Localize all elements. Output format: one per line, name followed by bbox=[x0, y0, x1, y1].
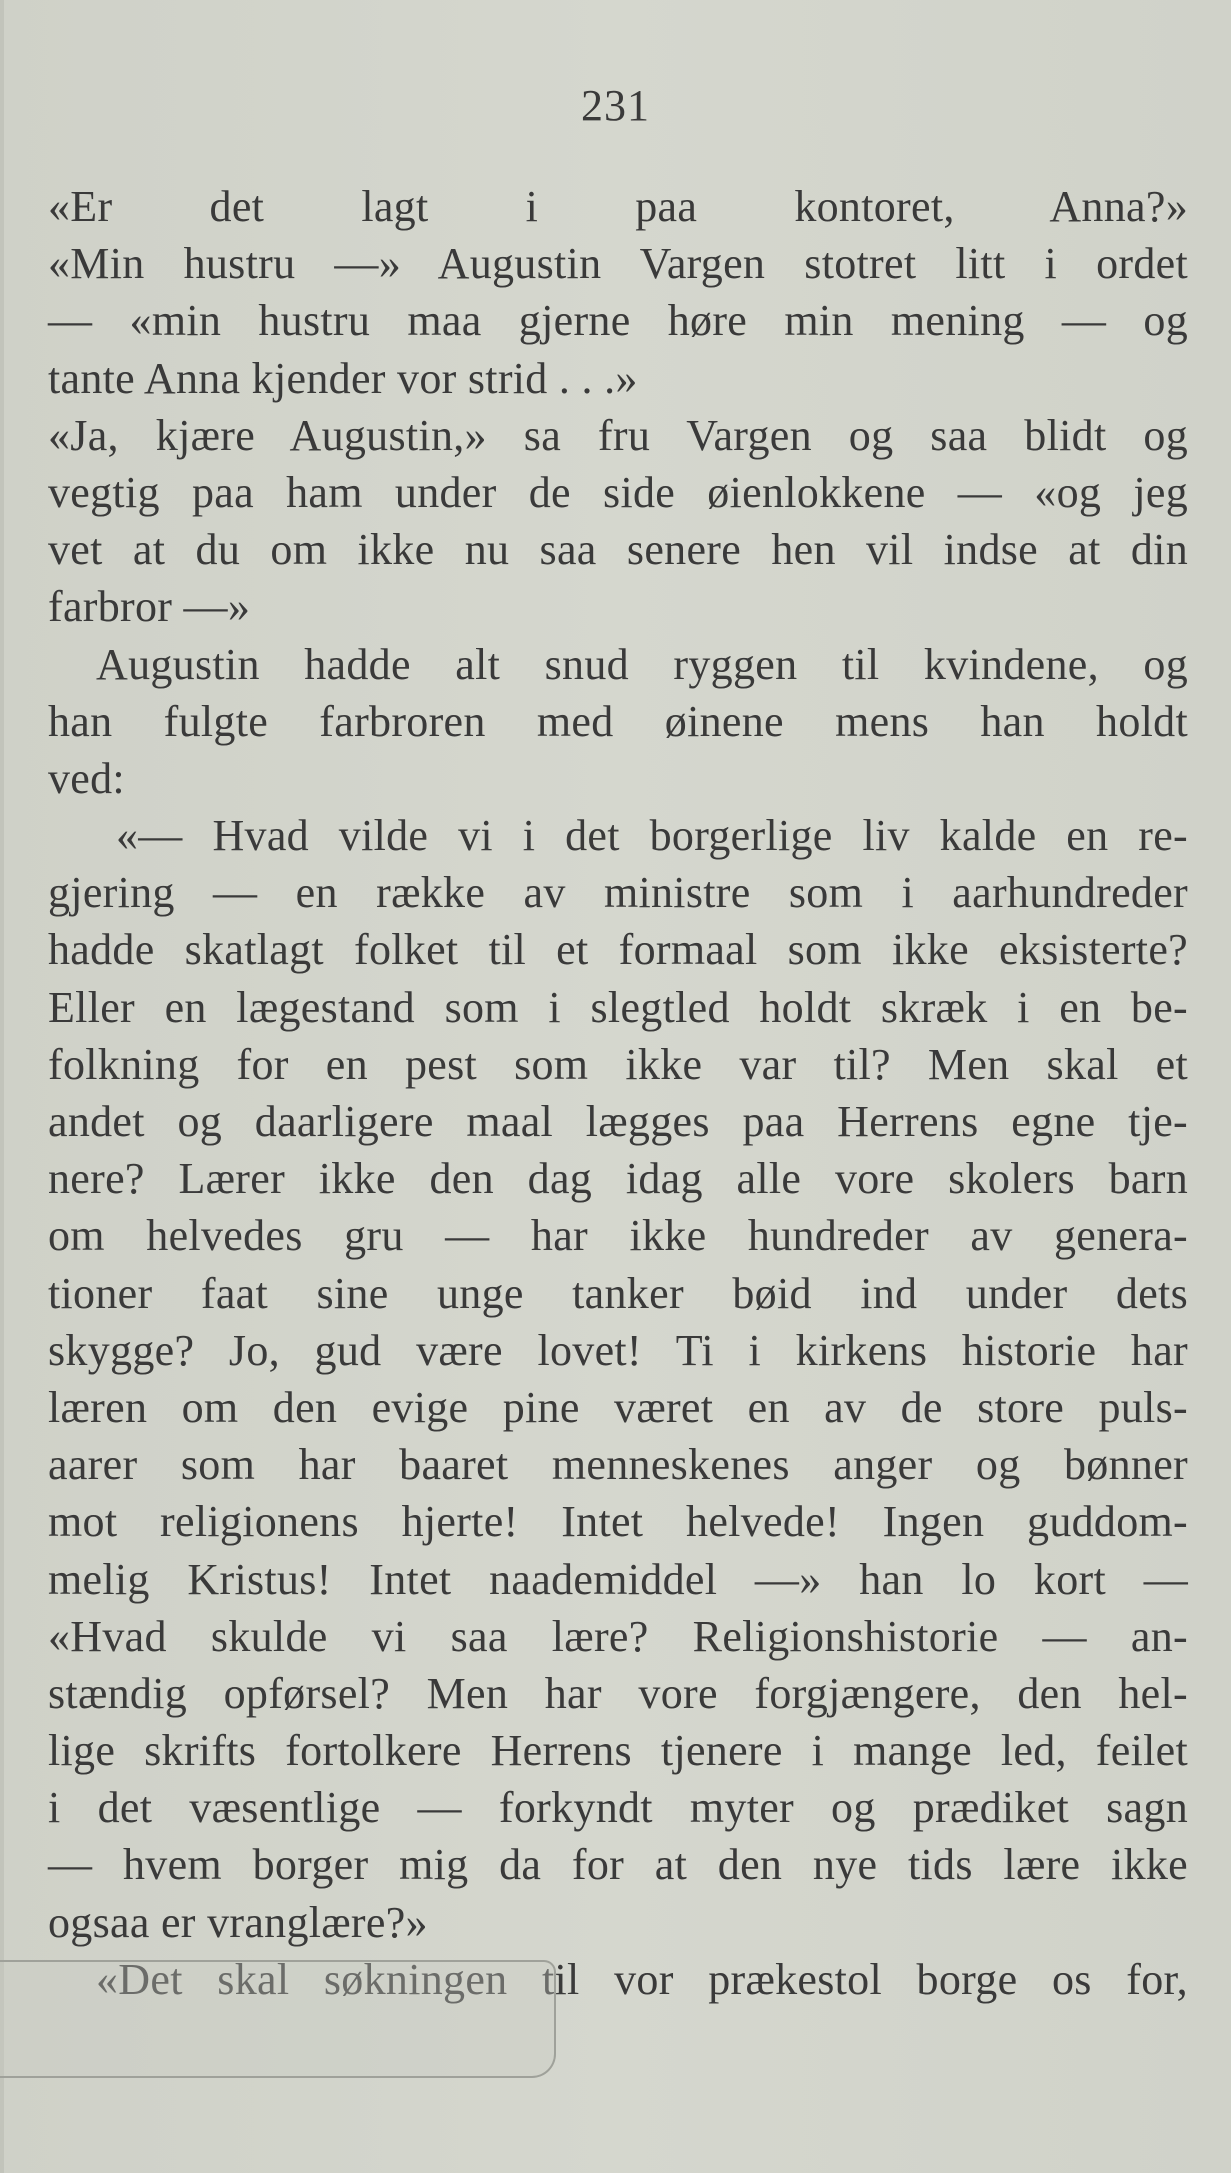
text-line: farbror —» bbox=[48, 582, 251, 632]
text-line: — «min hustru maa gjerne høre min mening — og bbox=[48, 296, 1188, 346]
text-line: aarer som har baaret menneskenes anger og bønner bbox=[48, 1440, 1188, 1490]
text-line: Eller en lægestand som i slegtled holdt skræk i en be- bbox=[48, 982, 1188, 1032]
text-line: vet at du om ikke nu saa senere hen vil indse at din bbox=[48, 525, 1188, 575]
page-number: 231 bbox=[581, 81, 650, 130]
text-line: — hvem borger mig da for at den nye tids lære ikke bbox=[48, 1840, 1188, 1890]
text-line: «Min hustru —» Augustin Vargen stotret litt i ordet bbox=[48, 239, 1188, 289]
text-line: nere? Lærer ikke den dag idag alle vore skolers barn bbox=[48, 1154, 1188, 1204]
text-line: tioner faat sine unge tanker bøid ind under dets bbox=[48, 1268, 1188, 1318]
text-line: lige skrifts fortolkere Herrens tjenere i mange led, feilet bbox=[48, 1726, 1188, 1776]
text-line: vegtig paa ham under de side øienlokkene — «og jeg bbox=[48, 467, 1188, 517]
text-line: ogsaa er vranglære?» bbox=[48, 1897, 428, 1947]
text-line: om helvedes gru — har ikke hundreder av genera- bbox=[48, 1211, 1188, 1261]
text-line: «Hvad skulde vi saa lære? Religionshistorie — an- bbox=[48, 1611, 1188, 1661]
text-line: han fulgte farbroren med øinene mens han holdt bbox=[48, 696, 1188, 746]
page-edge bbox=[0, 0, 4, 2173]
text-line: gjering — en række av ministre som i aarhundreder bbox=[48, 868, 1188, 918]
text-line: «Er det lagt i paa kontoret, Anna?» bbox=[48, 182, 1188, 231]
library-stamp-outline bbox=[0, 1960, 556, 2078]
text-line: i det væsentlige — forkyndt myter og prædiket sagn bbox=[48, 1783, 1188, 1833]
text-line: «— Hvad vilde vi i det borgerlige liv kalde en re- bbox=[116, 811, 1188, 861]
text-line: læren om den evige pine været en av de store puls- bbox=[48, 1382, 1188, 1432]
text-line: tante Anna kjender vor strid . . .» bbox=[48, 353, 638, 403]
text-line: folkning for en pest som ikke var til? Men skal et bbox=[48, 1039, 1188, 1089]
text-line: melig Kristus! Intet naademiddel —» han lo kort — bbox=[48, 1554, 1188, 1604]
text-line: andet og daarligere maal lægges paa Herrens egne tje- bbox=[48, 1097, 1188, 1146]
text-line: skygge? Jo, gud være lovet! Ti i kirkens historie har bbox=[48, 1325, 1188, 1375]
text-line: hadde skatlagt folket til et formaal som ikke eksisterte? bbox=[48, 925, 1188, 975]
text-line: stændig opførsel? Men har vore forgjængere, den hel- bbox=[48, 1668, 1188, 1718]
text-line: ved: bbox=[48, 753, 125, 803]
text-line: Augustin hadde alt snud ryggen til kvindene, og bbox=[96, 639, 1188, 689]
text-line: «Det skal søkningen til vor prækestol borge os for, bbox=[96, 1954, 1188, 2004]
text-line: mot religionens hjerte! Intet helvede! Ingen guddom- bbox=[48, 1497, 1188, 1547]
body-text bbox=[48, 178, 1188, 2008]
text-line: «Ja, kjære Augustin,» sa fru Vargen og saa blidt og bbox=[48, 410, 1188, 460]
